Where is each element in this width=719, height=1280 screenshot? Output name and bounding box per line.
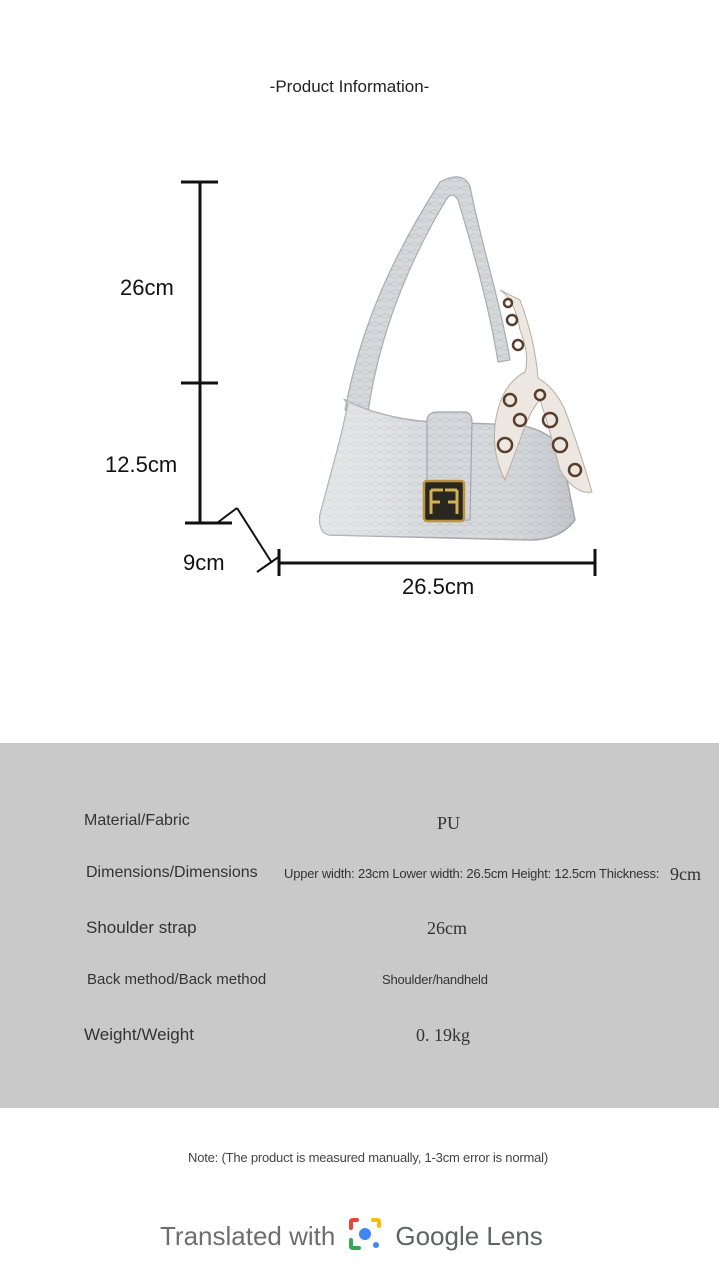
- footer-prefix: Translated with: [160, 1220, 336, 1251]
- page-title: -Product Information-: [269, 77, 430, 96]
- width-ruler: [279, 549, 595, 576]
- thickness-ruler: [217, 508, 280, 572]
- spec-label-dimensions: Dimensions/Dimensions: [86, 864, 258, 881]
- spec-value-back-method: Shoulder/handheld: [382, 972, 488, 987]
- spec-label-strap: Shoulder strap: [86, 918, 197, 937]
- footer-brand: Google Lens: [395, 1220, 543, 1251]
- spec-value-material: PU: [437, 813, 461, 833]
- spec-value-weight: 0. 19kg: [416, 1025, 470, 1045]
- spec-label-material: Material/Fabric: [84, 812, 190, 829]
- spec-panel: [0, 743, 719, 1108]
- handbag-icon: [320, 177, 592, 540]
- total-height-label: 26cm: [120, 275, 174, 300]
- width-label: 26.5cm: [402, 574, 475, 599]
- spec-label-back-method: Back method/Back method: [87, 971, 267, 988]
- google-lens-icon: [347, 1216, 383, 1257]
- translation-footer: [160, 1216, 543, 1256]
- thickness-label: 9cm: [183, 550, 225, 575]
- bag-height-label: 12.5cm: [105, 452, 178, 477]
- spec-value-thickness: 9cm: [670, 864, 701, 884]
- spec-label-weight: Weight/Weight: [84, 1025, 194, 1044]
- measurement-note: Note: (The product is measured manually, 1-3cm error is normal): [188, 1150, 548, 1165]
- spec-value-dimensions: Upper width: 23cm Lower width: 26.5cm Height: 12.5cm Thickness:: [284, 866, 660, 881]
- height-ruler: [181, 182, 232, 523]
- spec-value-strap: 26cm: [427, 918, 467, 938]
